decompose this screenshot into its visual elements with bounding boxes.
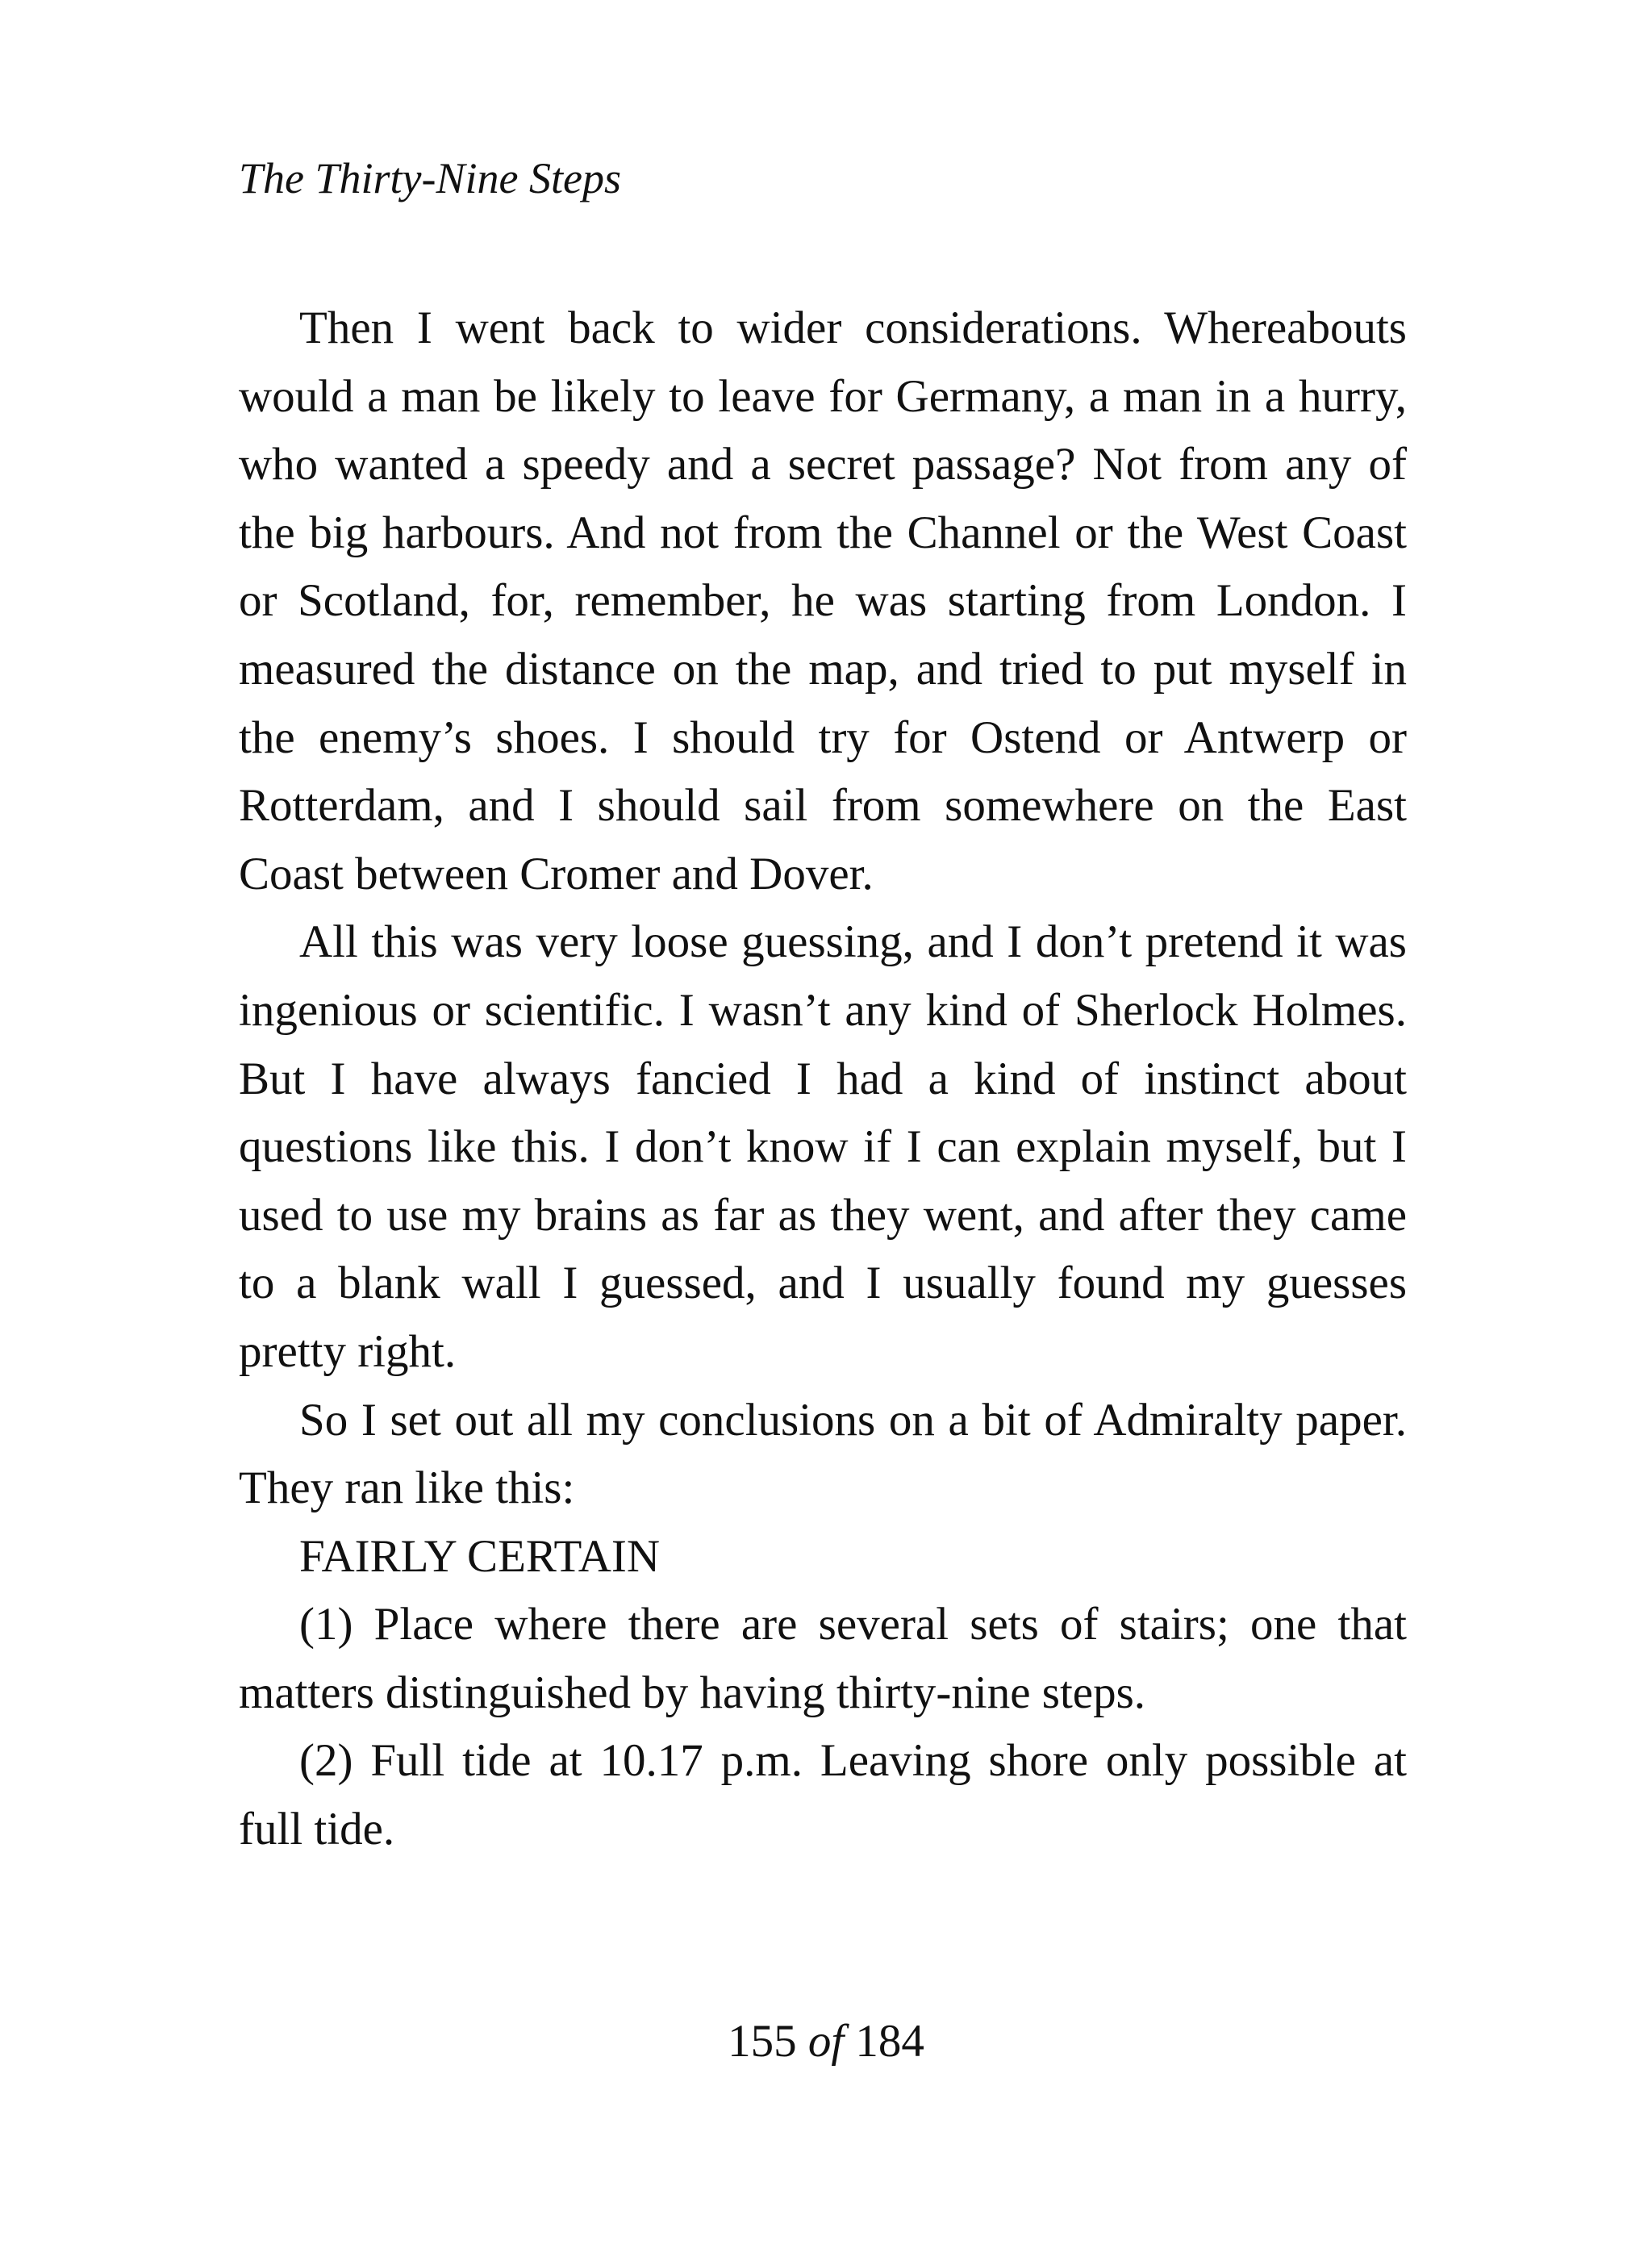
list-item: (1) Place where there are several sets of stairs; one that matters distinguished by having thirty-nine steps. xyxy=(239,1599,1407,1718)
paragraph: So I set out all my conclusions on a bit of Admiralty paper. They ran like this: xyxy=(239,1394,1407,1514)
paragraph: Then I went back to wider considerations. Whereabouts would a man be likely to leave for Germany, a man in a hurry, who wanted a speedy and a secret passage? Not from any of the big harbours. And not from the Channel or the West Coast or Scotland, for, remember, he was starting from London. I measured the distance on the map, and tried to put myself in the enemy’s shoes. I should try for Ostend or Antwerp or Rotterdam, and I should sail from somewhere on the East Coast between Cromer and Dover. xyxy=(239,302,1407,899)
paragraph: All this was very loose guessing, and I don’t pretend it was ingenious or scientific. I wasn’t any kind of Sherlock Holmes. But I have always fancied I had a kind of instinct about questions like this. I don’t know if I can explain myself, but I used to use my brains as far as they went, and after they came to a blank wall I guessed, and I usually found my guesses pretty right. xyxy=(239,916,1407,1377)
page-of-label: of xyxy=(807,2016,845,2067)
total-page-count: 184 xyxy=(855,2016,924,2067)
page-number-indicator xyxy=(0,2013,1652,2071)
list-heading: FAIRLY CERTAIN xyxy=(299,1530,661,1582)
current-page-number: 155 xyxy=(728,2016,797,2067)
page-text xyxy=(239,294,1407,1864)
running-head-book-title: The Thirty-Nine Steps xyxy=(239,154,621,202)
list-item: (2) Full tide at 10.17 p.m. Leaving shore only possible at full tide. xyxy=(239,1735,1407,1855)
